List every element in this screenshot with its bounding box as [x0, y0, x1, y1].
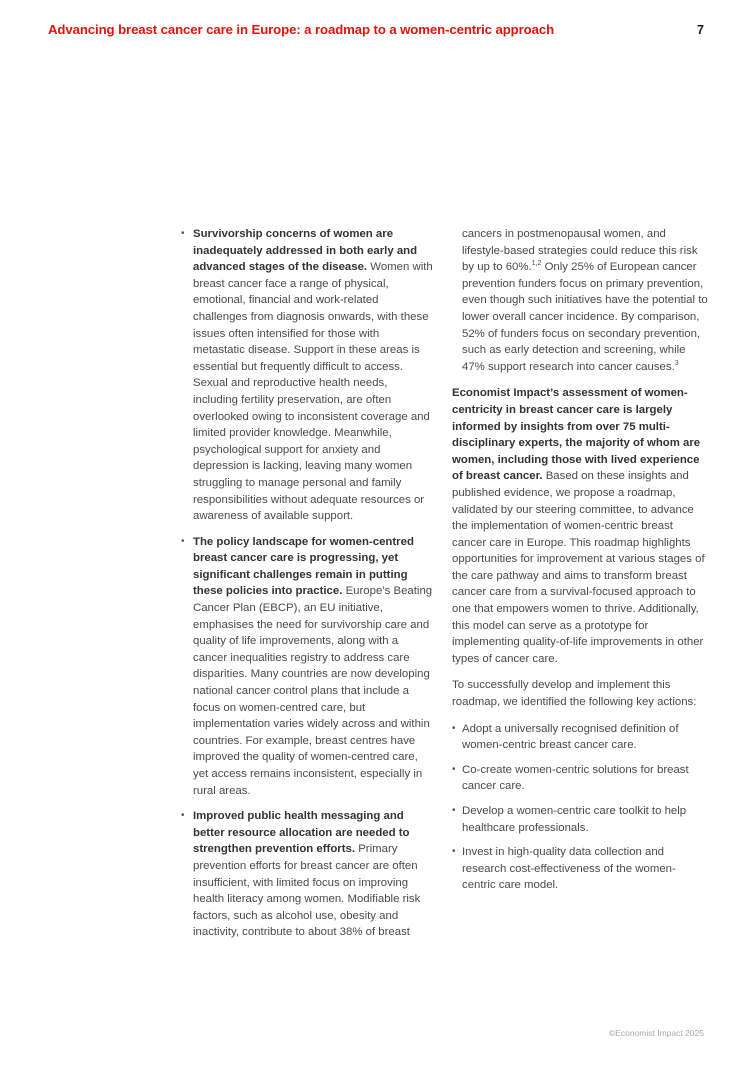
assessment-paragraph	[452, 385, 708, 667]
key-action-item: • Co-create women-centric solutions for breast cancer care.	[452, 762, 708, 795]
assessment-lead: Economist Impact’s assessment of women-centricity in breast cancer care is largely informed by insights from over 75 multi-disciplinary experts, the majority of whom are women, including those with lived experience of breast cancer.	[452, 387, 701, 483]
actions-intro: To successfully develop and implement this roadmap, we identified the following key actions:	[452, 679, 697, 709]
prevention-continuation	[452, 226, 708, 375]
finding-policy-landscape	[180, 534, 434, 800]
continuation-text-1: cancers in postmenopausal women, and lifestyle-based strategies could reduce this risk by up to 60%.	[462, 228, 698, 274]
key-action-item: • Develop a women-centric care toolkit to help healthcare professionals.	[452, 803, 708, 836]
finding-lead: Survivorship concerns of women are inadequately addressed in both early and advanced stages of the disease.	[193, 228, 418, 274]
findings-list	[180, 226, 434, 941]
page-number: 7	[697, 23, 704, 37]
finding-body: Women with breast cancer face a range of physical, emotional, financial and work-related challenges from diagnosis onwards, with these issues often intensified for those with metastatic disease. Support in these areas is essential but frequently difficult to access. Sexual and reproductive health needs, including fertility preservation, are often overlooked owing to inconsistent coverage and limited provider knowledge. Meanwhile, psychological support for anxiety and depression is lacking, leaving many women struggling to manage personal and family responsibilities without adequate resources or awareness of available support.	[193, 261, 433, 523]
key-action-item: • Adopt a universally recognised definition of women-centric breast cancer care.	[452, 721, 708, 754]
finding-body: Europe’s Beating Cancer Plan (EBCP), an EU initiative, emphasises the need for survivorship care and quality of life improvements, along with a cancer inequalities registry to address care disparities. Many countries are now developing national cancer control plans that include a focus on women-centred care, but implementation varies widely across and within countries. For example, breast centres have improved the quality of women-centred care, yet access remains inconsistent, especially in rural areas.	[193, 585, 433, 797]
citation-superscript: 3	[674, 359, 679, 367]
assessment-body: Based on these insights and published evidence, we propose a roadmap, validated by our steering committee, to advance the implementation of women-centric breast cancer care in Europe. This roadmap highlights opportunities for improvement at various stages of the care pathway and aims to transform breast cancer care from a survival-focused approach to one that empowers women to thrive. Additionally, this model can serve as a prototype for implementing quality-of-life improvements in other types of cancer care.	[452, 470, 705, 665]
key-action-item: • Invest in high-quality data collection and research cost-effectiveness of the women-centric care model.	[452, 844, 708, 894]
finding-lead: The policy landscape for women-centred breast cancer care is progressing, yet significant challenges remain in putting these policies into practice.	[193, 535, 414, 598]
right-column	[452, 226, 708, 902]
finding-survivorship	[180, 226, 434, 525]
continuation-text-2: Only 25% of European cancer prevention funders focus on primary prevention, even though such initiatives have the potential to lower overall cancer incidence. By comparison, 52% of funders focus on secondary prevention, such as early detection and screening, while 47% support research into cancer causes.	[462, 261, 708, 373]
key-actions-list	[452, 721, 708, 894]
finding-lead: Improved public health messaging and better resource allocation are needed to strengthen prevention efforts.	[193, 810, 410, 856]
page-header-title: Advancing breast cancer care in Europe: a roadmap to a women-centric approach	[48, 22, 555, 37]
footer-copyright: ©Economist Impact 2025	[608, 1028, 704, 1038]
finding-body: Primary prevention efforts for breast cancer are often insufficient, with limited focus on improving health literacy among women. Modifiable risk factors, such as alcohol use, obesity and inactivity, contribute to about 38% of breast	[193, 843, 421, 939]
left-column	[180, 226, 434, 950]
citation-superscript: 1,2	[531, 260, 542, 268]
finding-prevention	[180, 808, 434, 941]
